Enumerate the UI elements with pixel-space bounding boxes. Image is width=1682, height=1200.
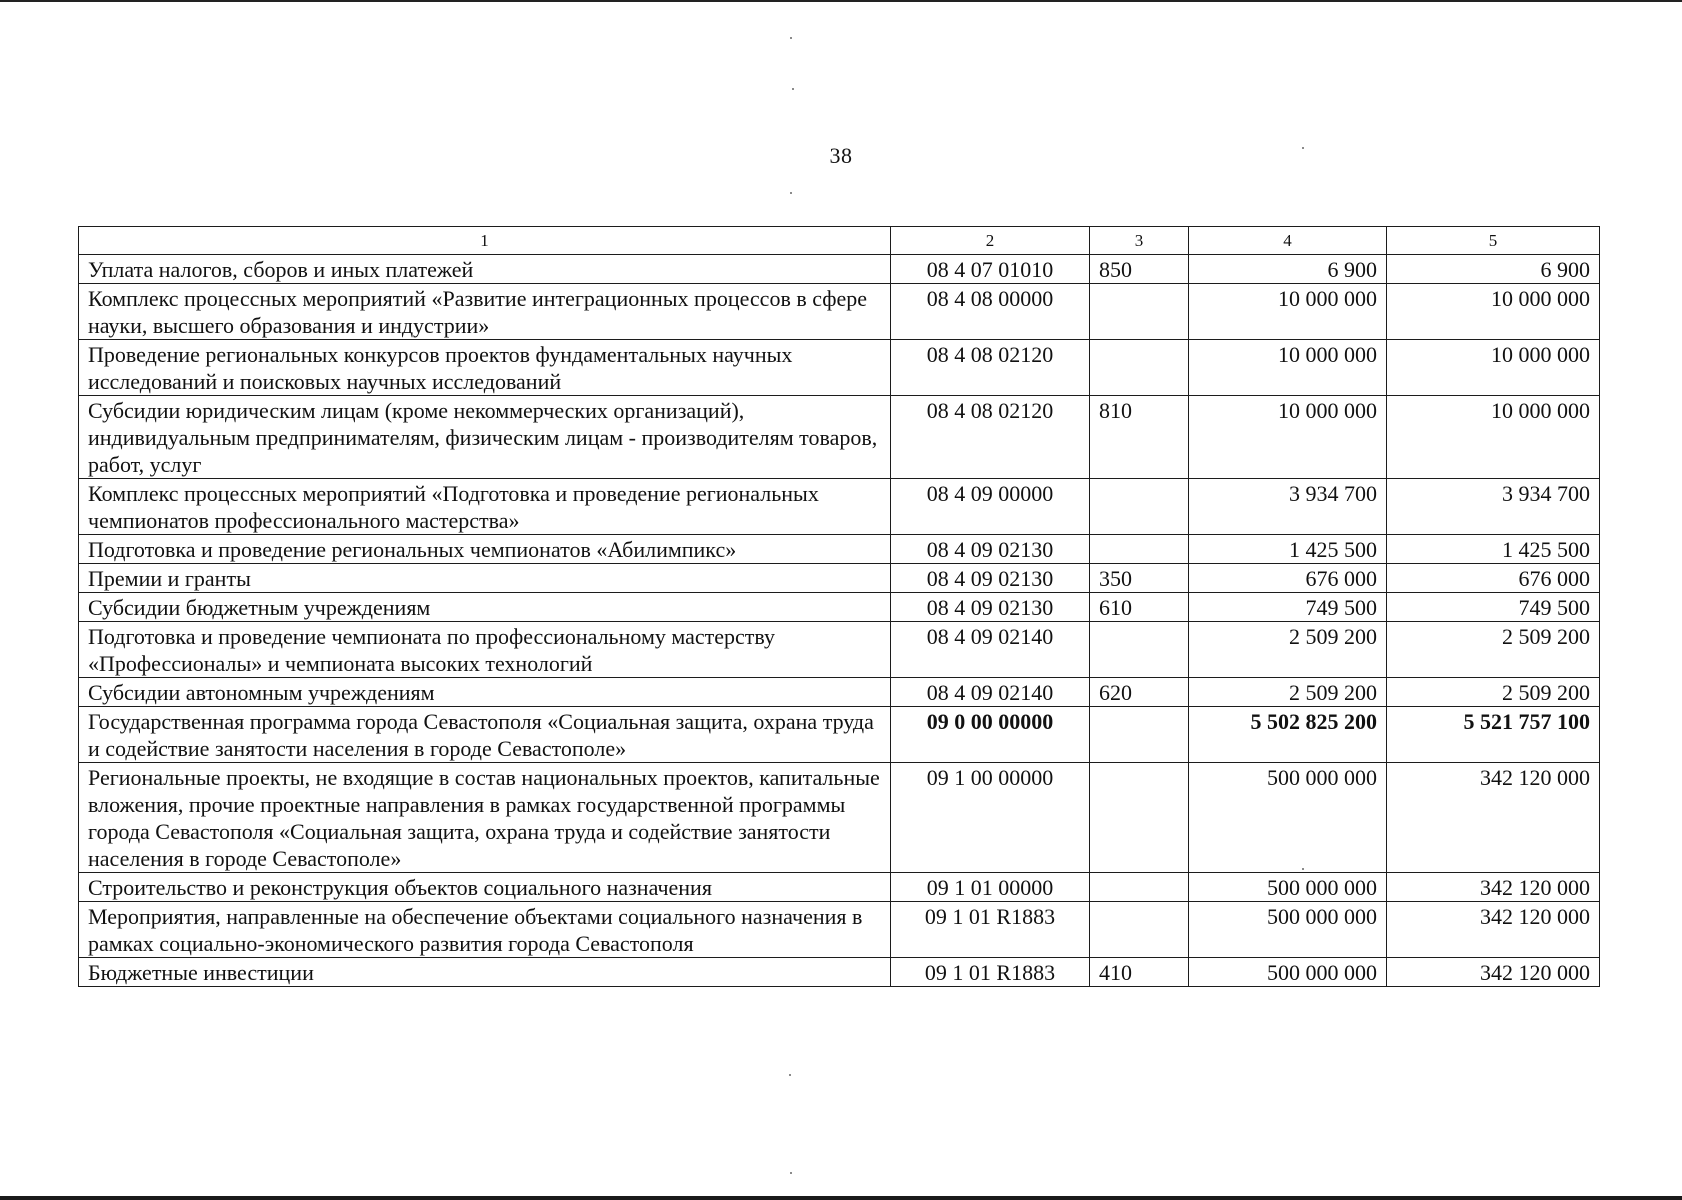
target-code-cell: 08 4 07 01010 <box>891 255 1090 284</box>
target-code-cell: 08 4 08 02120 <box>891 396 1090 479</box>
amount-year2-cell: 676 000 <box>1387 564 1600 593</box>
expense-type-cell <box>1090 622 1189 678</box>
table-row <box>79 479 1600 535</box>
amount-year2-cell: 342 120 000 <box>1387 763 1600 873</box>
target-code-cell: 09 1 00 00000 <box>891 763 1090 873</box>
target-code-cell: 09 1 01 R1883 <box>891 902 1090 958</box>
expense-name-cell: Бюджетные инвестиции <box>79 958 891 987</box>
table-row <box>79 707 1600 763</box>
column-header: 4 <box>1189 227 1387 255</box>
expense-name-cell: Уплата налогов, сборов и иных платежей <box>79 255 891 284</box>
amount-year1-cell: 10 000 000 <box>1189 340 1387 396</box>
amount-year2-cell: 3 934 700 <box>1387 479 1600 535</box>
amount-year1-cell: 500 000 000 <box>1189 873 1387 902</box>
table-row <box>79 564 1600 593</box>
expense-type-cell <box>1090 902 1189 958</box>
amount-year2-cell: 10 000 000 <box>1387 284 1600 340</box>
amount-year1-cell: 2 509 200 <box>1189 678 1387 707</box>
scan-speck <box>790 1172 792 1174</box>
expense-type-cell: 610 <box>1090 593 1189 622</box>
page-bottom-edge <box>0 1196 1682 1200</box>
table-row <box>79 535 1600 564</box>
amount-year1-cell: 3 934 700 <box>1189 479 1387 535</box>
target-code-cell: 09 1 01 R1883 <box>891 958 1090 987</box>
expense-name-cell: Субсидии бюджетным учреждениям <box>79 593 891 622</box>
amount-year1-cell: 500 000 000 <box>1189 763 1387 873</box>
expense-name-cell: Комплекс процессных мероприятий «Развитие интеграционных процессов в сфере науки, высшего образования и индустрии» <box>79 284 891 340</box>
amount-year2-cell: 6 900 <box>1387 255 1600 284</box>
table-row <box>79 678 1600 707</box>
amount-year1-cell: 749 500 <box>1189 593 1387 622</box>
expense-name-cell: Подготовка и проведение чемпионата по профессиональному мастерству «Профессионалы» и чемпионата высоких технологий <box>79 622 891 678</box>
table-row <box>79 284 1600 340</box>
column-header: 1 <box>79 227 891 255</box>
table-row <box>79 958 1600 987</box>
table-row <box>79 902 1600 958</box>
expense-type-cell <box>1090 535 1189 564</box>
expense-name-cell: Субсидии юридическим лицам (кроме некоммерческих организаций), индивидуальным предпринимателям, физическим лицам - производителям товаров, работ, услуг <box>79 396 891 479</box>
budget-table <box>78 226 1600 987</box>
amount-year1-cell: 10 000 000 <box>1189 284 1387 340</box>
amount-year2-cell: 342 120 000 <box>1387 902 1600 958</box>
column-header: 2 <box>891 227 1090 255</box>
expense-name-cell: Подготовка и проведение региональных чемпионатов «Абилимпикс» <box>79 535 891 564</box>
amount-year1-cell: 6 900 <box>1189 255 1387 284</box>
page-number: 38 <box>829 143 853 168</box>
target-code-cell: 08 4 09 02130 <box>891 564 1090 593</box>
amount-year2-cell: 2 509 200 <box>1387 678 1600 707</box>
target-code-cell: 08 4 09 02130 <box>891 535 1090 564</box>
target-code-cell: 08 4 08 00000 <box>891 284 1090 340</box>
amount-year1-cell: 10 000 000 <box>1189 396 1387 479</box>
table-row <box>79 593 1600 622</box>
expense-name-cell: Субсидии автономным учреждениям <box>79 678 891 707</box>
amount-year1-cell: 500 000 000 <box>1189 902 1387 958</box>
expense-name-cell: Проведение региональных конкурсов проектов фундаментальных научных исследований и поисковых научных исследований <box>79 340 891 396</box>
amount-year2-cell: 1 425 500 <box>1387 535 1600 564</box>
target-code-cell: 08 4 08 02120 <box>891 340 1090 396</box>
expense-type-cell: 850 <box>1090 255 1189 284</box>
scan-speck <box>790 37 792 39</box>
expense-type-cell: 350 <box>1090 564 1189 593</box>
expense-name-cell: Государственная программа города Севастополя «Социальная защита, охрана труда и содействие занятости населения в городе Севастополе» <box>79 707 891 763</box>
expense-name-cell: Строительство и реконструкция объектов социального назначения <box>79 873 891 902</box>
amount-year1-cell: 500 000 000 <box>1189 958 1387 987</box>
table-row <box>79 340 1600 396</box>
expense-type-cell <box>1090 284 1189 340</box>
expense-name-cell: Мероприятия, направленные на обеспечение объектами социального назначения в рамках социально-экономического развития города Севастополя <box>79 902 891 958</box>
expense-type-cell <box>1090 873 1189 902</box>
table-row <box>79 255 1600 284</box>
target-code-cell: 08 4 09 02140 <box>891 678 1090 707</box>
table-row <box>79 763 1600 873</box>
scan-speck <box>792 88 794 90</box>
target-code-cell: 08 4 09 02140 <box>891 622 1090 678</box>
amount-year2-cell: 10 000 000 <box>1387 340 1600 396</box>
expense-type-cell: 620 <box>1090 678 1189 707</box>
expense-type-cell <box>1090 479 1189 535</box>
expense-name-cell: Региональные проекты, не входящие в состав национальных проектов, капитальные вложения, прочие проектные направления в рамках государственной программы города Севастополя «Социальная защита, охрана труда и содействие занятости населения в городе Севастополе» <box>79 763 891 873</box>
amount-year2-cell: 342 120 000 <box>1387 958 1600 987</box>
table-header-row <box>79 227 1600 255</box>
table-row <box>79 622 1600 678</box>
target-code-cell: 08 4 09 00000 <box>891 479 1090 535</box>
amount-year2-cell: 2 509 200 <box>1387 622 1600 678</box>
amount-year1-cell: 1 425 500 <box>1189 535 1387 564</box>
expense-name-cell: Комплекс процессных мероприятий «Подготовка и проведение региональных чемпионатов профессионального мастерства» <box>79 479 891 535</box>
expense-name-cell: Премии и гранты <box>79 564 891 593</box>
amount-year1-cell: 2 509 200 <box>1189 622 1387 678</box>
expense-type-cell <box>1090 707 1189 763</box>
expense-type-cell: 410 <box>1090 958 1189 987</box>
amount-year2-cell: 5 521 757 100 <box>1387 707 1600 763</box>
table-row <box>79 873 1600 902</box>
expense-type-cell: 810 <box>1090 396 1189 479</box>
amount-year2-cell: 10 000 000 <box>1387 396 1600 479</box>
amount-year1-cell: 5 502 825 200 <box>1189 707 1387 763</box>
amount-year1-cell: 676 000 <box>1189 564 1387 593</box>
target-code-cell: 09 1 01 00000 <box>891 873 1090 902</box>
target-code-cell: 08 4 09 02130 <box>891 593 1090 622</box>
expense-type-cell <box>1090 340 1189 396</box>
page-top-edge <box>0 0 1682 2</box>
scan-speck <box>789 1074 791 1076</box>
column-header: 3 <box>1090 227 1189 255</box>
amount-year2-cell: 749 500 <box>1387 593 1600 622</box>
column-header: 5 <box>1387 227 1600 255</box>
target-code-cell: 09 0 00 00000 <box>891 707 1090 763</box>
expense-type-cell <box>1090 763 1189 873</box>
table-row <box>79 396 1600 479</box>
scan-speck <box>790 192 792 194</box>
amount-year2-cell: 342 120 000 <box>1387 873 1600 902</box>
